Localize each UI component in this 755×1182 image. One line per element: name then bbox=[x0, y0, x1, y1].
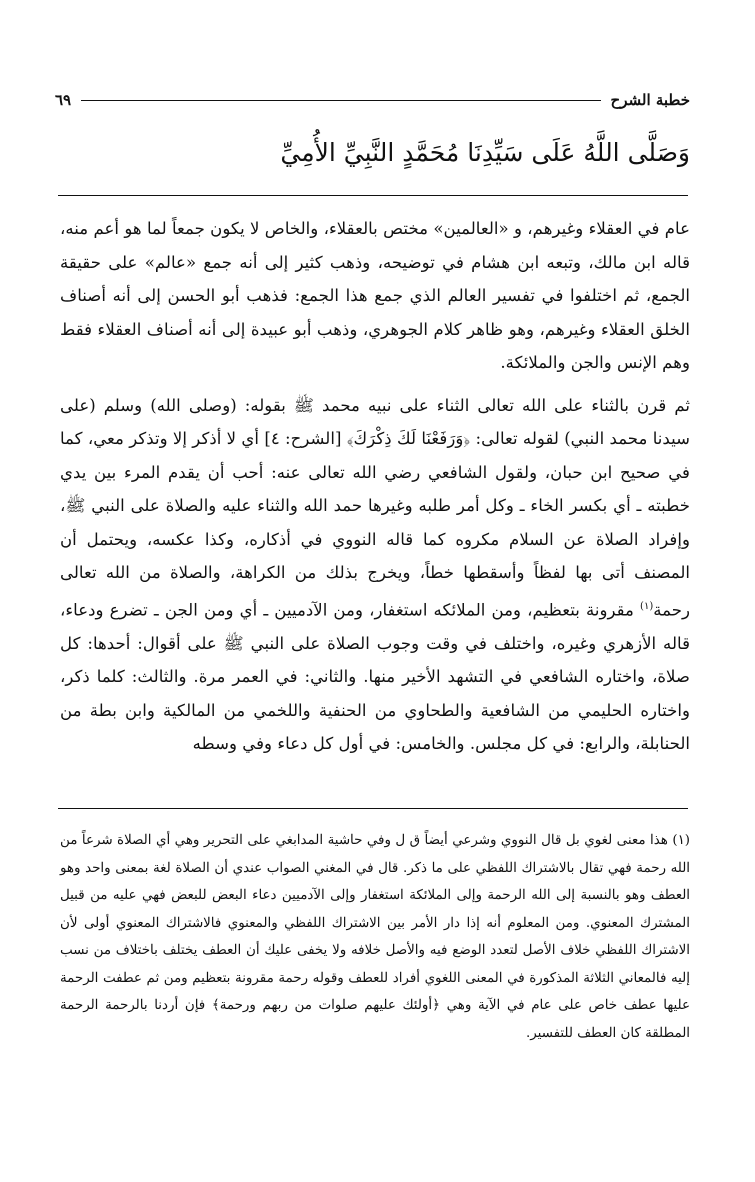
footnote-marker[interactable]: (١) bbox=[640, 600, 654, 612]
paragraph-2-text-b: مقرونة بتعظيم، ومن الملائكه استغفار، ومن الآدميين ـ أي ومن الجن ـ تضرع ودعاء، قاله الأزهري وغيره، واختلف في وقت وجوب الصلاة على النبي ﷺ على أقوال: أحدها: كل صلاة، واختاره الشافعي في التشهد الأخير منها. والثاني: في العمر مرة. والثالث: كلما ذكر، واختاره الحليمي من الشافعية والطحاوي من الحنفية واللخمي من المالكية وابن بطة من الحنابلة، والرابع: في كل مجلس. والخامس: في أول كل دعاء وفي وسطه bbox=[60, 600, 690, 754]
header-rule bbox=[81, 100, 600, 101]
page-number: ٦٩ bbox=[55, 91, 72, 109]
running-header bbox=[55, 88, 690, 112]
footnote-text: (١) هذا معنى لغوي بل قال النووي وشرعي أيضاً ق ل وفي حاشية المدابغي على التحرير وهي أي الصلاة شرعاً من الله رحمة فهي تقال بالاشتراك اللفظي على ما ذكر. قال في المغني الصواب عندي أن الصلاة لغة بمعنى واحد وهو العطف وهو بالنسبة إلى الله الرحمة وإلى الملائكة استغفار وإلى الآدميين دعاء البعض للبعض فهي عليه من قبيل المشترك المعنوي. ومن المعلوم أنه إذا دار الأمر بين الاشتراك اللفظي والمعنوي فالاشتراك المعنوي أولى لأن الاشتراك اللفظي خلاف الأصل لتعدد الوضع فيه والأصل خلافه ولا يخفى عليك أن العطف يختلف باختلاف من نسب إليه فالمعاني الثلاثة المذكورة في المعنى اللغوي أفراد للعطف وقوله رحمة مقرونة بتعظيم ومن ثم عطفت الرحمة عليها عطف خاص على عام في الآية وهي ﴿أولئك عليهم صلوات من ربهم ورحمة﴾ فإن أردنا بالرحمة الرحمة المطلقة كان العطف للتفسير. bbox=[60, 833, 690, 1041]
footnote-separator bbox=[58, 808, 688, 809]
paragraph-1: عام في العقلاء وغيرهم، و «العالمين» مختص بالعقلاء، والخاص لا يكون جمعاً لما هو أعم منه، قاله ابن مالك، وتبعه ابن هشام في توضيحه، وذهب كثير إلى أنه جمع «عالم» على حقيقة الجمع، ثم اختلفوا في تفسير العالم الذي جمع هذا الجمع: فذهب أبو الحسن إلى أنه أصناف الخلق العقلاء وغيرهم، وهو ظاهر كلام الجوهري، وذهب أبو عبيدة إلى أنه أصناف العقلاء فقط وهم الإنس والجن والملائكة. bbox=[60, 219, 690, 372]
matn-separator bbox=[58, 195, 688, 196]
matn-text: وَصَلَّى اللَّهُ عَلَى سَيِّدِنَا مُحَمَّدٍ النَّبِيِّ الأُمِيِّ bbox=[280, 138, 690, 167]
header-title: خطبة الشرح bbox=[610, 91, 690, 109]
commentary-body bbox=[60, 212, 690, 761]
paragraph-2 bbox=[60, 389, 690, 761]
paragraph-2-text-a: ثم قرن بالثناء على الله تعالى الثناء على نبيه محمد ﷺ بقوله: (وصلى الله) وسلم (على سيدنا محمد النبي) لقوله تعالى: ﴿وَرَفَعْنَا لَكَ ذِكْرَكَ﴾ [الشرح: ٤] أي لا أذكر إلا وتذكر معي، كما في صحيح ابن حبان، ولقول الشافعي رضي الله تعالى عنه: أحب أن يقدم المرء بين يدي خطبته ـ أي بكسر الخاء ـ وكل أمر طلبه وغيرها حمد الله والثناء عليه والصلاة على النبي ﷺ، وإفراد الصلاة عن السلام مكروه كما قاله النووي في أذكاره، وكذا عكسه، ويحتمل أن المصنف أتى بها لفظاً وأسقطها خطاً، ويخرج بذلك من الكراهة، والصلاة من الله تعالى رحمة bbox=[60, 395, 690, 620]
footnote bbox=[60, 827, 690, 1047]
